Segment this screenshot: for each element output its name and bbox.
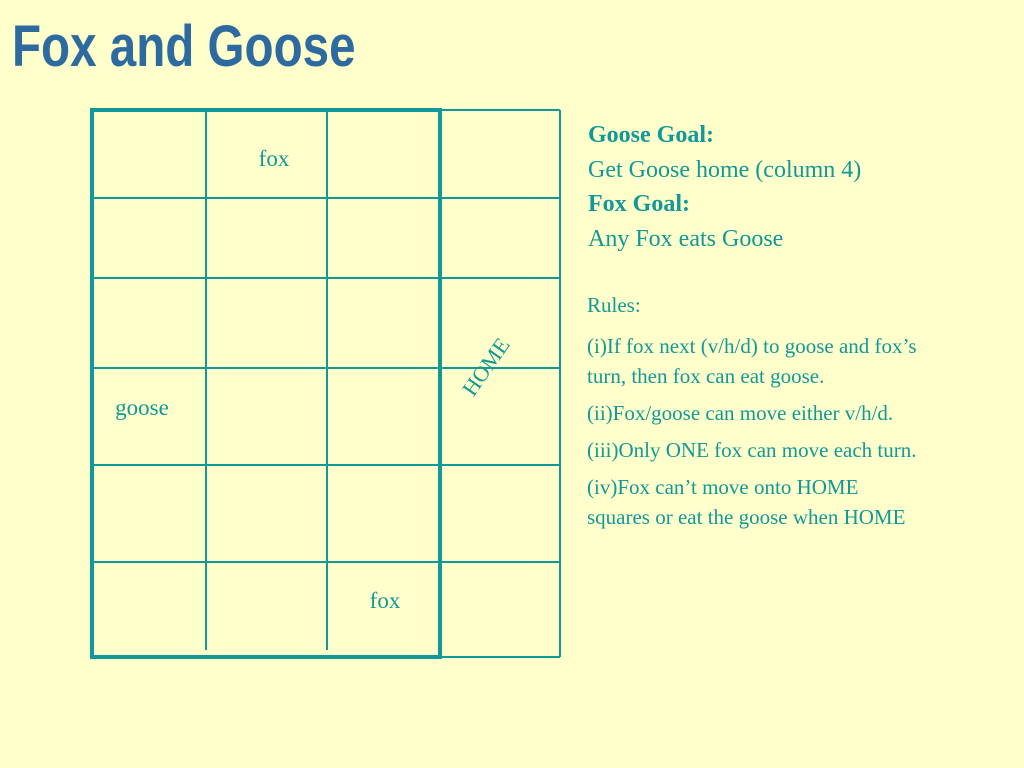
board-grid (90, 108, 560, 659)
rule-item: (iii)Only ONE fox can move each turn. (587, 438, 917, 462)
rule-item: (iv)Fox can’t move onto HOME squares or eat the goose when HOME (587, 475, 906, 529)
fox-goal-heading: Fox Goal: (588, 191, 690, 217)
rule-item: (i)If fox next (v/h/d) to goose and fox’s turn, then fox can eat goose. (587, 334, 917, 388)
fox-piece: fox (258, 146, 290, 171)
fox-piece: fox (369, 588, 401, 613)
goose-goal-text: Get Goose home (column 4) (588, 156, 862, 183)
goose-piece: goose (115, 395, 169, 420)
fox-goal-text: Any Fox eats Goose (588, 225, 784, 252)
goals-panel (588, 118, 1008, 256)
rules-heading: Rules: (587, 293, 641, 317)
home-column-label: HOME (457, 332, 515, 401)
rule-item: (ii)Fox/goose can move either v/h/d. (587, 401, 894, 425)
goose-goal-heading: Goose Goal: (588, 122, 714, 148)
rules-panel (587, 290, 917, 539)
slide-title: Fox and Goose (12, 14, 356, 79)
board-pieces (115, 146, 401, 613)
